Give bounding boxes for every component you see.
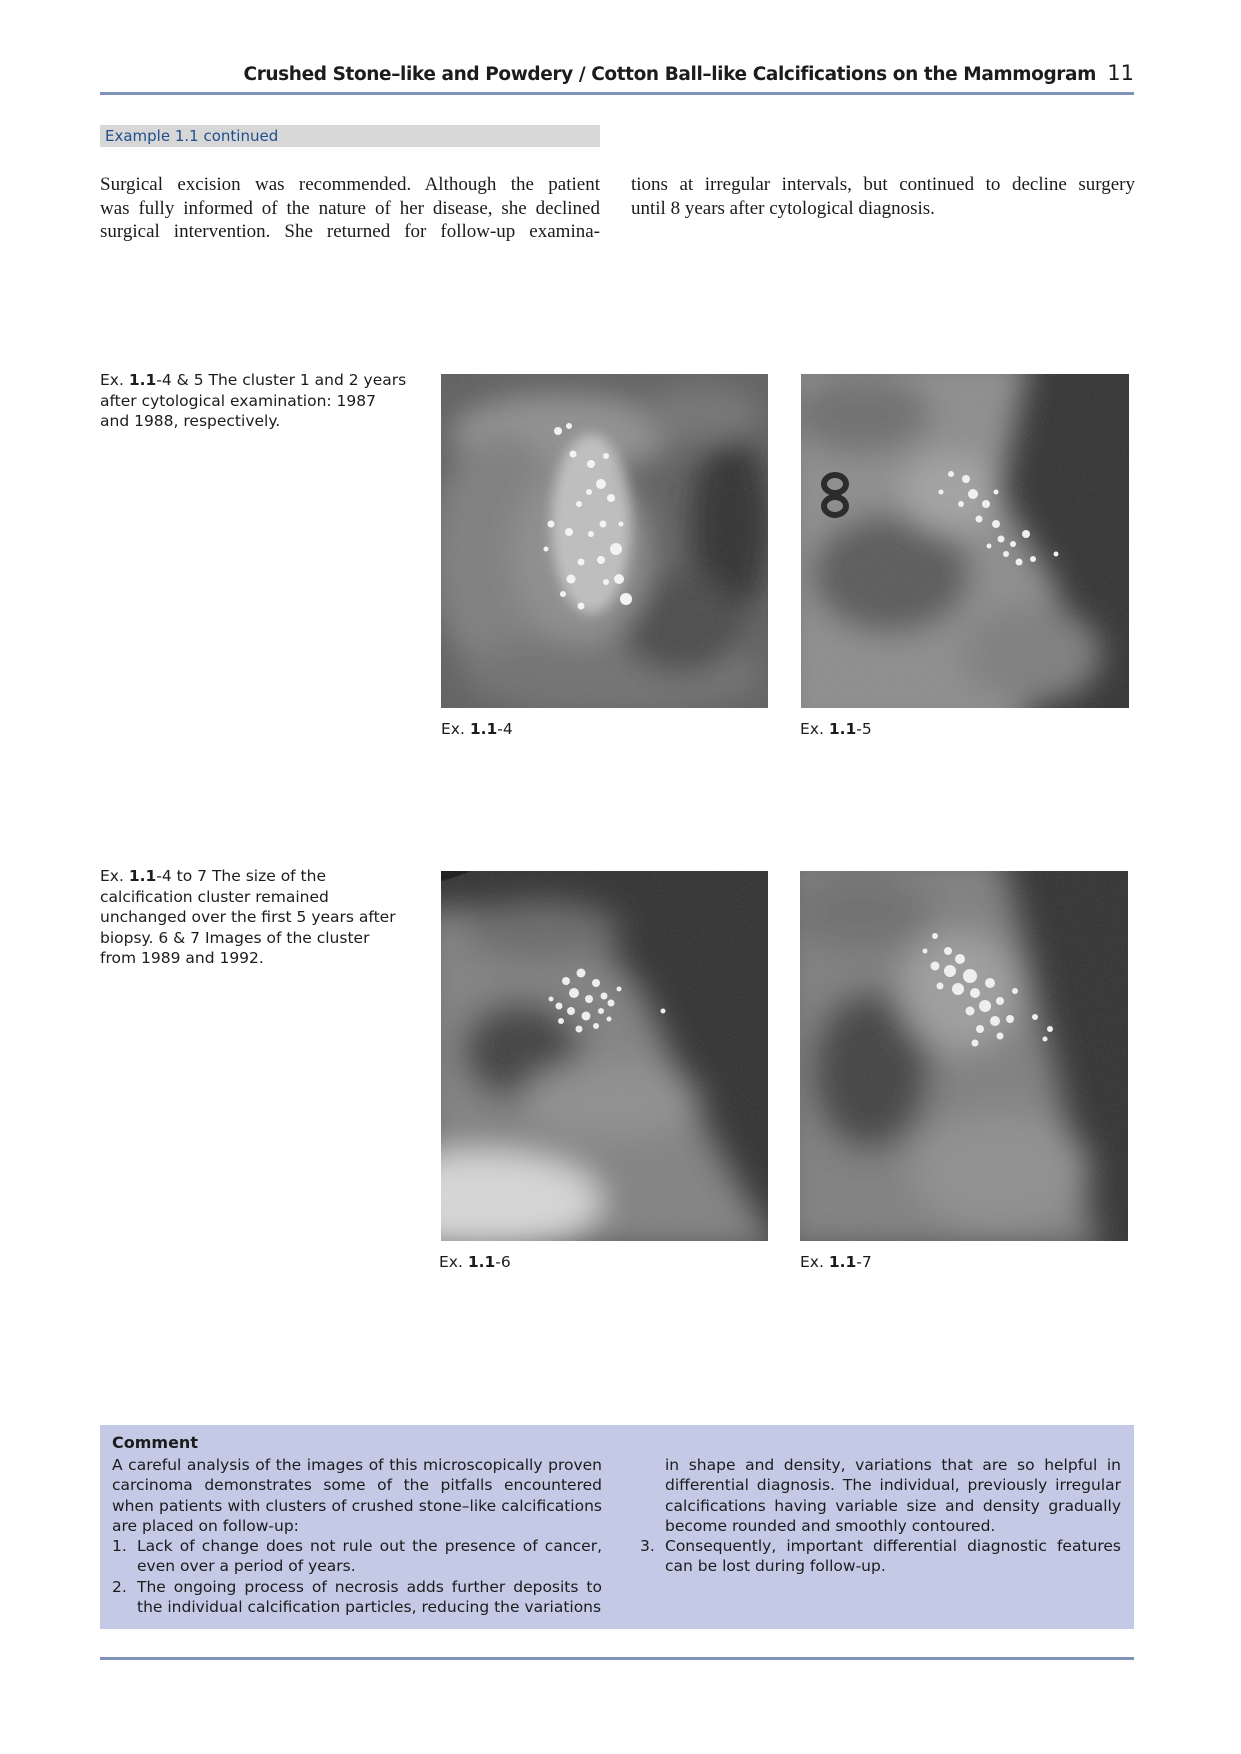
running-title: Crushed Stone–like and Powdery / Cotton Ball–like Calcifications on the Mammogram — [243, 64, 1096, 85]
body-text-left — [100, 173, 600, 244]
comment-column-right — [640, 1455, 1121, 1577]
bottom-rule — [100, 1657, 1134, 1660]
figure-label-6 — [439, 1253, 511, 1271]
figure-caption-4-5 — [100, 370, 410, 432]
item-text: in shape and density, variations that are so helpful in differential diagnosis. The individual, previously irregular calcifications having variable size and density gradually become rounded and smoothly contoured. — [665, 1456, 1121, 1535]
body-line: tions at irregular intervals, but continued to decline surgery — [631, 174, 1135, 195]
comment-column-left — [112, 1455, 602, 1617]
example-label: Example 1.1 continued — [105, 127, 279, 145]
comment-heading: Comment — [112, 1433, 198, 1452]
label-suffix: -7 — [856, 1253, 872, 1271]
caption-prefix: Ex. — [100, 371, 129, 389]
caption-prefix: Ex. — [100, 867, 129, 885]
mammogram-image-7 — [800, 871, 1128, 1241]
label-bold: 1.1 — [469, 720, 498, 738]
comment-intro: A careful analysis of the images of this microscopically proven carcinoma demonstrates some of the pitfalls encountered when patients with clusters of crushed stone–like calcifications are placed on follow-up: — [112, 1456, 602, 1535]
item-number: 1. — [112, 1537, 127, 1556]
example-label-bar — [100, 125, 600, 147]
page-number: 11 — [1107, 61, 1134, 85]
label-prefix: Ex. — [439, 1253, 468, 1271]
item-text: Lack of change does not rule out the presence of cancer, even over a period of years. — [137, 1537, 602, 1576]
item-number: 3. — [640, 1537, 655, 1556]
caption-bold: 1.1 — [128, 867, 157, 885]
figure-label-7 — [800, 1253, 872, 1271]
body-line: Surgical excision was recommended. Although the patient — [100, 174, 600, 195]
comment-item-1 — [112, 1536, 602, 1577]
item-number: 2. — [112, 1577, 127, 1596]
caption-text: -4 & 5 The cluster 1 and 2 years after cytological examination: 1987 and 1988, respectively. — [100, 371, 407, 430]
body-line: surgical intervention. She returned for follow-up examina- — [100, 221, 600, 242]
figure-label-5 — [800, 720, 872, 738]
caption-text: -4 to 7 The size of the calcification cluster remained unchanged over the first 5 years after biopsy. 6 & 7 Images of the cluster from 1989 and 1992. — [100, 867, 396, 967]
label-prefix: Ex. — [800, 720, 829, 738]
caption-bold: 1.1 — [128, 371, 157, 389]
comment-item-3 — [640, 1536, 1121, 1577]
comment-item-2-continued — [640, 1455, 1121, 1536]
label-suffix: -4 — [497, 720, 513, 738]
label-suffix: -5 — [856, 720, 872, 738]
figure-label-4 — [441, 720, 513, 738]
comment-box — [100, 1425, 1134, 1629]
body-line: was fully informed of the nature of her disease, she declined — [100, 197, 600, 219]
label-bold: 1.1 — [828, 720, 857, 738]
comment-item-2 — [112, 1577, 602, 1618]
mammogram-image-6 — [441, 871, 768, 1241]
item-text: The ongoing process of necrosis adds further deposits to the individual calcification particles, reducing the variations — [137, 1577, 602, 1617]
body-line: until 8 years after cytological diagnosis. — [631, 197, 935, 219]
running-header — [100, 58, 1134, 95]
body-text-right — [631, 173, 1135, 220]
item-text: Consequently, important differential diagnostic features can be lost during follow-up. — [665, 1537, 1121, 1576]
mammogram-image-4 — [441, 374, 768, 708]
label-prefix: Ex. — [800, 1253, 829, 1271]
mammogram-image-5 — [801, 374, 1129, 708]
label-bold: 1.1 — [467, 1253, 496, 1271]
figure-caption-4-7 — [100, 866, 410, 969]
label-suffix: -6 — [495, 1253, 511, 1271]
label-prefix: Ex. — [441, 720, 470, 738]
label-bold: 1.1 — [828, 1253, 857, 1271]
